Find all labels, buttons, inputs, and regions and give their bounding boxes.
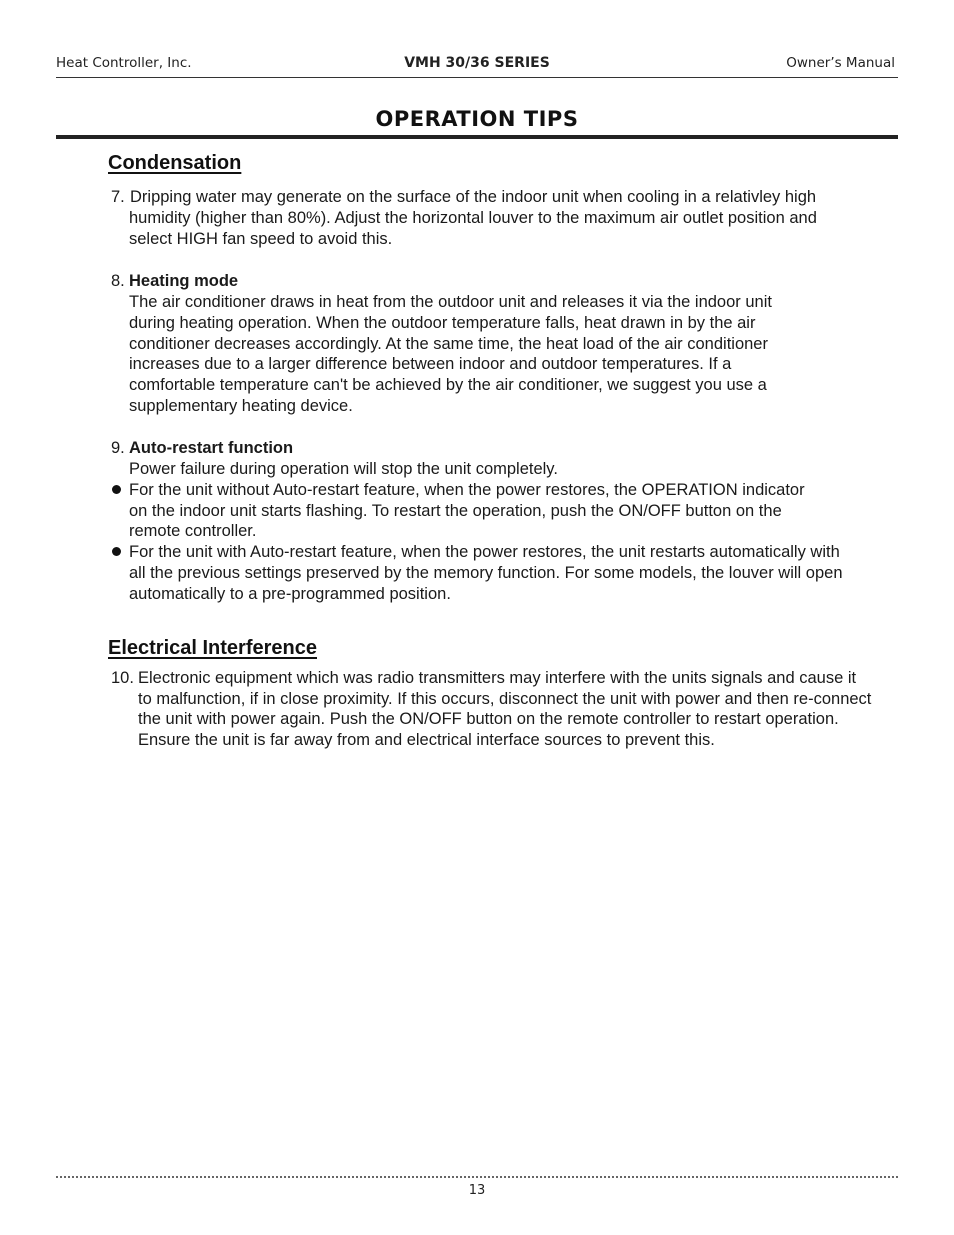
item-title: Heating mode — [129, 272, 239, 290]
bullet-text-line: automatically to a pre-programmed position. — [129, 585, 451, 603]
section-heading-condensation: Condensation — [108, 152, 242, 174]
item-number: 10. — [111, 669, 134, 687]
page-header — [56, 53, 898, 78]
item-number: 7. — [111, 188, 125, 206]
bullet-text-line: For the unit with Auto-restart feature, when the power restores, the unit restarts automatically with — [129, 543, 840, 561]
bullet-text-line: on the indoor unit starts flashing. To restart the operation, push the ON/OFF button on the — [129, 502, 782, 520]
item-title: Auto-restart function — [129, 439, 294, 457]
section-heading-electrical-interference: Electrical Interference — [108, 637, 317, 659]
item-text-line: Ensure the unit is far away from and electrical interface sources to prevent this. — [138, 731, 715, 749]
item-text-line: The air conditioner draws in heat from the outdoor unit and releases it via the indoor unit — [129, 293, 772, 311]
item-text-line: increases due to a larger difference between indoor and outdoor temperatures. If a — [129, 355, 732, 373]
item-number: 8. — [111, 272, 125, 290]
item-number: 9. — [111, 439, 125, 457]
item-text-line: comfortable temperature can't be achieved by the air conditioner, we suggest you use a — [129, 376, 767, 394]
footer-dotted-rule — [56, 1176, 898, 1178]
bullet-dot — [112, 485, 121, 494]
item-text-line: humidity (higher than 80%). Adjust the horizontal louver to the maximum air outlet position and — [129, 209, 817, 227]
item-text-line: Dripping water may generate on the surface of the indoor unit when cooling in a relativley high — [130, 188, 817, 206]
header-company: Heat Controller, Inc. — [56, 55, 192, 71]
header-manual: Owner’s Manual — [786, 55, 895, 71]
item-text-line: conditioner decreases accordingly. At the same time, the heat load of the air conditioner — [129, 335, 768, 353]
page-number: 13 — [468, 1183, 486, 1198]
item-text-line: to malfunction, if in close proximity. If this occurs, disconnect the unit with power and then re-connect — [138, 690, 872, 708]
item-text-line: during heating operation. When the outdoor temperature falls, heat drawn in by the air — [129, 314, 756, 332]
item-text-line: the unit with power again. Push the ON/OFF button on the remote controller to restart operation. — [138, 710, 839, 728]
item-text-line: supplementary heating device. — [129, 397, 353, 415]
item-text-line: Electronic equipment which was radio transmitters may interfere with the units signals and cause it — [138, 669, 857, 687]
item-intro: Power failure during operation will stop the unit completely. — [129, 460, 558, 478]
bullet-text-line: For the unit without Auto-restart feature, when the power restores, the OPERATION indicator — [129, 481, 805, 499]
item-text-line: select HIGH fan speed to avoid this. — [129, 230, 393, 248]
bullet-text-line: all the previous settings preserved by the memory function. For some models, the louver will open — [129, 564, 843, 582]
bullet-text-line: remote controller. — [129, 522, 257, 540]
bullet-dot — [112, 547, 121, 556]
page-title: OPERATION TIPS — [375, 107, 579, 131]
header-series: VMH 30/36 SERIES — [404, 55, 550, 71]
title-rule — [56, 135, 898, 139]
